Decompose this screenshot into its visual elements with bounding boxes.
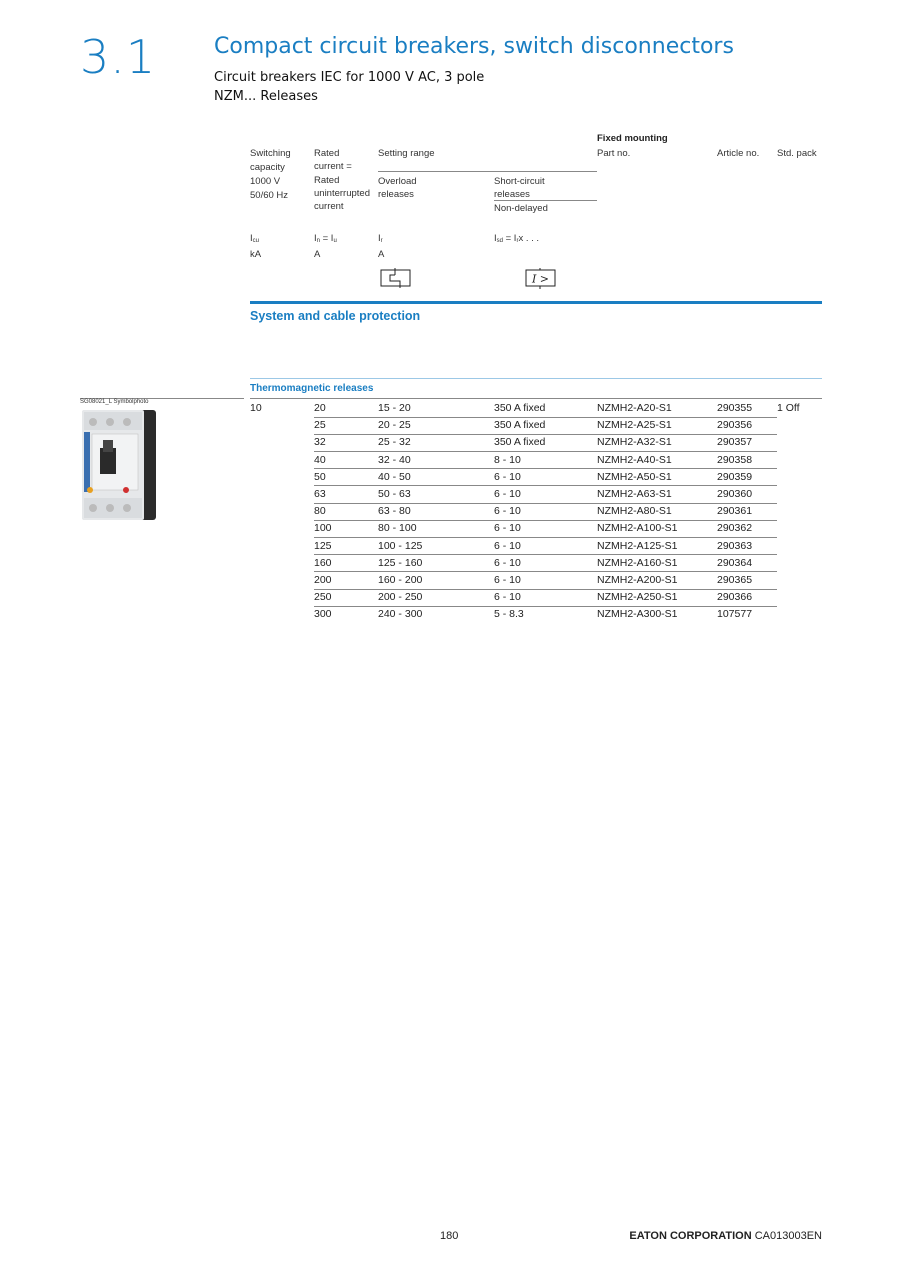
table-row <box>250 503 822 520</box>
cell-range: 50 - 63 <box>378 488 411 500</box>
cell-sc: 6 - 10 <box>494 522 521 535</box>
ir-symbol: Ir A <box>378 233 385 260</box>
cell-part: NZMH2-A100-S1 <box>597 522 678 535</box>
cell-sc: 6 - 10 <box>494 574 521 586</box>
cell-part: NZMH2-A300-S1 <box>597 608 678 621</box>
cell-range: 63 - 80 <box>378 505 411 518</box>
cell-iu: 25 <box>314 419 326 432</box>
cell-range: 25 - 32 <box>378 436 411 449</box>
iu-symbol: In = Iu A <box>314 233 337 260</box>
cell-sc: 6 - 10 <box>494 591 521 604</box>
subsection-top-divider <box>250 378 822 379</box>
section-divider <box>250 301 822 304</box>
setting-range-header: Setting range <box>378 148 435 159</box>
cell-iu: 300 <box>314 608 332 621</box>
short-circuit-divider <box>494 200 597 201</box>
cell-article: 290361 <box>717 505 753 518</box>
svg-text:I >: I > <box>531 272 550 286</box>
cell-sc: 350 A fixed <box>494 419 546 432</box>
cell-iu: 250 <box>314 591 332 604</box>
cell-sc: 350 A fixed <box>494 402 546 414</box>
table-row <box>250 469 822 486</box>
cell-iu: 32 <box>314 436 326 449</box>
photo-caption: SG08021_L Symbolphoto <box>80 399 149 405</box>
cell-iu: 63 <box>314 488 326 500</box>
setting-range-divider <box>378 171 597 172</box>
cell-iu: 125 <box>314 539 332 552</box>
page-title: Compact circuit breakers, switch disconnectors <box>214 34 734 59</box>
cell-part: NZMH2-A20-S1 <box>597 402 672 414</box>
cell-part: NZMH2-A25-S1 <box>597 419 672 432</box>
cell-article: 290357 <box>717 436 753 449</box>
cell-range: 100 - 125 <box>378 539 423 552</box>
section-title: System and cable protection <box>250 309 421 323</box>
cell-article: 107577 <box>717 608 753 621</box>
table-row <box>250 486 822 503</box>
cell-range: 80 - 100 <box>378 522 417 535</box>
cell-part: NZMH2-A63-S1 <box>597 488 672 500</box>
rated-current-header: Rated current = Rated uninterrupted current <box>314 148 370 212</box>
cell-part: NZMH2-A125-S1 <box>597 539 678 552</box>
subsection-bottom-divider <box>250 398 822 399</box>
cell-sc: 8 - 10 <box>494 453 521 466</box>
cell-part: NZMH2-A80-S1 <box>597 505 672 518</box>
cell-iu: 40 <box>314 453 326 466</box>
cell-iu: 50 <box>314 470 326 483</box>
overload-release-icon <box>380 268 412 290</box>
fixed-mounting-label: Fixed mounting <box>597 133 668 144</box>
cell-article: 290366 <box>717 591 753 604</box>
table-row <box>250 555 822 572</box>
cell-range: 200 - 250 <box>378 591 423 604</box>
cell-sc: 350 A fixed <box>494 436 546 449</box>
cell-range: 240 - 300 <box>378 608 423 621</box>
cell-article: 290363 <box>717 539 753 552</box>
cell-article: 290360 <box>717 488 753 500</box>
cell-iu: 200 <box>314 574 332 586</box>
overload-header: Overload releases <box>378 176 417 200</box>
cell-sc: 6 - 10 <box>494 505 521 518</box>
table-row <box>250 589 822 606</box>
cell-sc: 6 - 10 <box>494 539 521 552</box>
table-row <box>250 417 822 434</box>
section-number: 3.1 <box>80 30 157 84</box>
circuit-breaker-photo <box>78 408 158 522</box>
table-row <box>250 400 822 417</box>
cell-sc: 6 - 10 <box>494 470 521 483</box>
table-row <box>250 452 822 469</box>
cell-range: 32 - 40 <box>378 453 411 466</box>
table-row <box>250 520 822 537</box>
cell-sc: 5 - 8.3 <box>494 608 524 621</box>
cell-part: NZMH2-A32-S1 <box>597 436 672 449</box>
cell-sc: 6 - 10 <box>494 488 521 500</box>
cell-part: NZMH2-A50-S1 <box>597 470 672 483</box>
part-no-header: Part no. <box>597 148 631 159</box>
cell-part: NZMH2-A200-S1 <box>597 574 678 586</box>
cell-article: 290364 <box>717 556 753 569</box>
cell-iu: 160 <box>314 556 332 569</box>
cell-article: 290365 <box>717 574 753 586</box>
short-circuit-release-icon <box>525 268 557 290</box>
std-pack-header: Std. pack <box>777 148 817 159</box>
subtitle-voltage: Circuit breakers IEC for 1000 V AC, 3 pole <box>214 70 485 85</box>
subtitle-releases: NZM... Releases <box>214 89 318 104</box>
footer-company: EATON CORPORATION CA013003EN <box>629 1230 822 1242</box>
cell-part: NZMH2-A250-S1 <box>597 591 678 604</box>
cell-range: 160 - 200 <box>378 574 423 586</box>
subsection-title: Thermomagnetic releases <box>250 383 374 394</box>
icu-symbol: Icu kA <box>250 233 262 260</box>
table-row <box>250 434 822 451</box>
cell-iu: 100 <box>314 522 332 535</box>
table-row <box>250 572 822 589</box>
cell-part: NZMH2-A160-S1 <box>597 556 678 569</box>
cell-sc: 6 - 10 <box>494 556 521 569</box>
article-no-header: Article no. <box>717 148 760 159</box>
cell-article: 290359 <box>717 470 753 483</box>
cell-iu: 20 <box>314 402 326 414</box>
short-circuit-header: Short-circuit releases Non-delayed <box>494 176 548 214</box>
cell-article: 290358 <box>717 453 753 466</box>
isd-symbol: Isd = Irx . . . <box>494 233 540 244</box>
cell-range: 125 - 160 <box>378 556 423 569</box>
cell-article: 290356 <box>717 419 753 432</box>
switching-capacity-header: Switching capacity 1000 V 50/60 Hz <box>250 148 291 201</box>
cell-pack: 1 Off <box>777 402 800 414</box>
cell-range: 15 - 20 <box>378 402 411 414</box>
page-number: 180 <box>440 1230 459 1242</box>
cell-range: 20 - 25 <box>378 419 411 432</box>
cell-part: NZMH2-A40-S1 <box>597 453 672 466</box>
cell-article: 290362 <box>717 522 753 535</box>
table-row <box>250 538 822 555</box>
cell-article: 290355 <box>717 402 753 414</box>
cell-icu: 10 <box>250 402 262 414</box>
cell-range: 40 - 50 <box>378 470 411 483</box>
table-row <box>250 606 822 623</box>
cell-iu: 80 <box>314 505 326 518</box>
